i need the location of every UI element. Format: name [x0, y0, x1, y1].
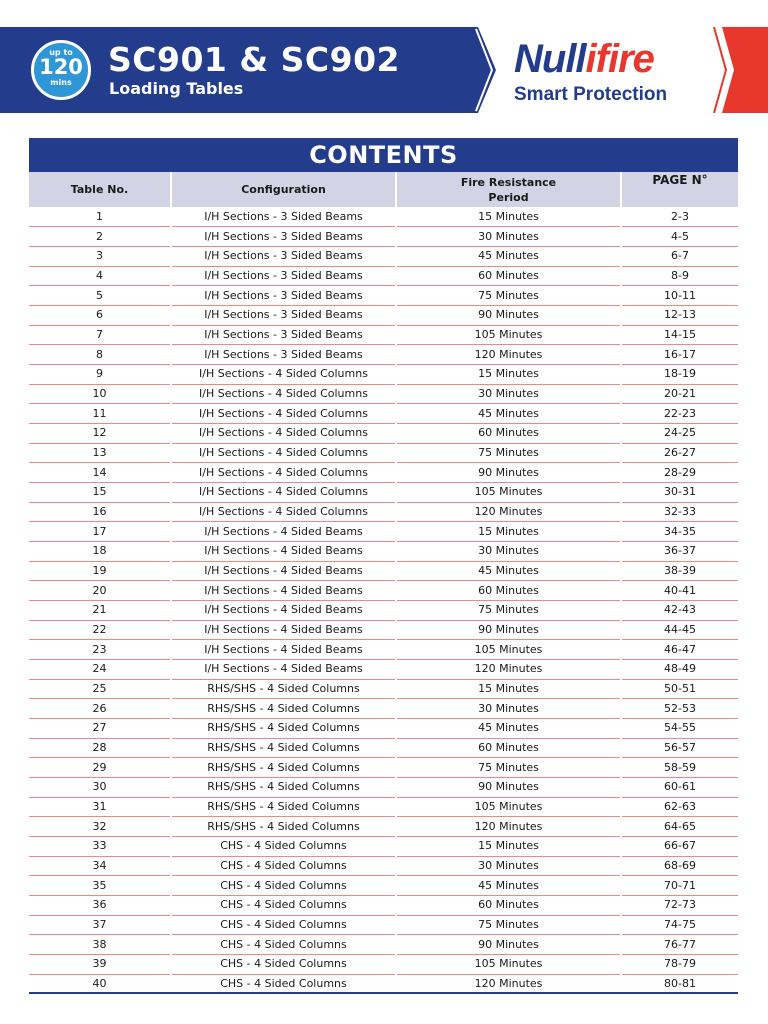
cell-configuration: I/H Sections - 4 Sided Columns — [171, 463, 396, 483]
cell-configuration: I/H Sections - 4 Sided Columns — [171, 482, 396, 502]
table-row — [29, 463, 738, 483]
cell-page: 68-69 — [621, 856, 738, 876]
column-header-fire-resistance: Fire Resistance Period — [396, 172, 621, 207]
cell-configuration: CHS - 4 Sided Columns — [171, 915, 396, 935]
table-row — [29, 817, 738, 837]
cell-page: 78-79 — [621, 955, 738, 975]
cell-fire-resistance: 120 Minutes — [396, 974, 621, 994]
cell-table-no: 16 — [29, 502, 171, 522]
cell-page: 26-27 — [621, 443, 738, 463]
cell-page: 80-81 — [621, 974, 738, 994]
cell-table-no: 33 — [29, 837, 171, 857]
bottom-rule — [29, 992, 738, 994]
cell-table-no: 12 — [29, 423, 171, 443]
cell-table-no: 17 — [29, 522, 171, 542]
cell-page: 56-57 — [621, 738, 738, 758]
cell-configuration: I/H Sections - 4 Sided Columns — [171, 384, 396, 404]
contents-heading: CONTENTS — [29, 138, 738, 172]
cell-configuration: RHS/SHS - 4 Sided Columns — [171, 777, 396, 797]
cell-fire-resistance: 120 Minutes — [396, 817, 621, 837]
table-row — [29, 679, 738, 699]
table-row — [29, 404, 738, 424]
cell-page: 14-15 — [621, 325, 738, 345]
cell-configuration: CHS - 4 Sided Columns — [171, 876, 396, 896]
cell-fire-resistance: 30 Minutes — [396, 384, 621, 404]
cell-page: 20-21 — [621, 384, 738, 404]
contents-table — [29, 172, 738, 994]
cell-fire-resistance: 60 Minutes — [396, 896, 621, 916]
cell-fire-resistance: 45 Minutes — [396, 561, 621, 581]
cell-page: 10-11 — [621, 286, 738, 306]
cell-table-no: 15 — [29, 482, 171, 502]
table-row — [29, 581, 738, 601]
cell-configuration: I/H Sections - 4 Sided Beams — [171, 561, 396, 581]
cell-fire-resistance: 60 Minutes — [396, 266, 621, 286]
table-row — [29, 482, 738, 502]
cell-page: 50-51 — [621, 679, 738, 699]
cell-configuration: I/H Sections - 4 Sided Beams — [171, 541, 396, 561]
cell-table-no: 5 — [29, 286, 171, 306]
cell-configuration: CHS - 4 Sided Columns — [171, 896, 396, 916]
cell-table-no: 31 — [29, 797, 171, 817]
cell-table-no: 6 — [29, 305, 171, 325]
cell-table-no: 22 — [29, 620, 171, 640]
cell-page: 48-49 — [621, 659, 738, 679]
cell-fire-resistance: 120 Minutes — [396, 659, 621, 679]
cell-page: 70-71 — [621, 876, 738, 896]
cell-table-no: 25 — [29, 679, 171, 699]
cell-table-no: 38 — [29, 935, 171, 955]
cell-configuration: I/H Sections - 3 Sided Beams — [171, 325, 396, 345]
cell-fire-resistance: 60 Minutes — [396, 581, 621, 601]
cell-configuration: I/H Sections - 3 Sided Beams — [171, 345, 396, 365]
table-row — [29, 620, 738, 640]
cell-configuration: I/H Sections - 4 Sided Columns — [171, 443, 396, 463]
table-row — [29, 738, 738, 758]
cell-table-no: 28 — [29, 738, 171, 758]
table-row — [29, 246, 738, 266]
cell-table-no: 4 — [29, 266, 171, 286]
cell-page: 6-7 — [621, 246, 738, 266]
table-row — [29, 777, 738, 797]
cell-fire-resistance: 90 Minutes — [396, 305, 621, 325]
cell-page: 74-75 — [621, 915, 738, 935]
table-row — [29, 758, 738, 778]
cell-page: 16-17 — [621, 345, 738, 365]
cell-fire-resistance: 105 Minutes — [396, 482, 621, 502]
table-row — [29, 955, 738, 975]
cell-table-no: 13 — [29, 443, 171, 463]
logo-text-prefix: Null — [514, 37, 586, 81]
table-row — [29, 699, 738, 719]
table-row — [29, 640, 738, 660]
cell-fire-resistance: 90 Minutes — [396, 777, 621, 797]
cell-configuration: CHS - 4 Sided Columns — [171, 955, 396, 975]
cell-page: 40-41 — [621, 581, 738, 601]
cell-configuration: CHS - 4 Sided Columns — [171, 935, 396, 955]
cell-table-no: 20 — [29, 581, 171, 601]
cell-page: 8-9 — [621, 266, 738, 286]
cell-page: 18-19 — [621, 364, 738, 384]
cell-fire-resistance: 90 Minutes — [396, 620, 621, 640]
cell-fire-resistance: 45 Minutes — [396, 718, 621, 738]
cell-fire-resistance: 120 Minutes — [396, 345, 621, 365]
cell-configuration: RHS/SHS - 4 Sided Columns — [171, 718, 396, 738]
cell-configuration: RHS/SHS - 4 Sided Columns — [171, 738, 396, 758]
chevron-divider-icon — [472, 27, 498, 113]
table-row — [29, 600, 738, 620]
cell-fire-resistance: 45 Minutes — [396, 404, 621, 424]
cell-page: 24-25 — [621, 423, 738, 443]
cell-fire-resistance: 15 Minutes — [396, 207, 621, 227]
cell-fire-resistance: 45 Minutes — [396, 246, 621, 266]
cell-configuration: I/H Sections - 4 Sided Columns — [171, 404, 396, 424]
table-row — [29, 561, 738, 581]
logo-text-suffix: ifire — [585, 37, 654, 81]
cell-fire-resistance: 105 Minutes — [396, 797, 621, 817]
cell-table-no: 37 — [29, 915, 171, 935]
cell-fire-resistance: 30 Minutes — [396, 699, 621, 719]
header-banner — [0, 27, 768, 113]
cell-fire-resistance: 15 Minutes — [396, 837, 621, 857]
duration-badge — [31, 40, 91, 100]
cell-table-no: 23 — [29, 640, 171, 660]
logo-tagline: Smart Protection — [514, 84, 668, 105]
cell-fire-resistance: 30 Minutes — [396, 541, 621, 561]
cell-page: 34-35 — [621, 522, 738, 542]
cell-fire-resistance: 120 Minutes — [396, 502, 621, 522]
cell-page: 22-23 — [621, 404, 738, 424]
cell-configuration: I/H Sections - 3 Sided Beams — [171, 266, 396, 286]
cell-table-no: 21 — [29, 600, 171, 620]
table-row — [29, 345, 738, 365]
cell-table-no: 35 — [29, 876, 171, 896]
cell-page: 12-13 — [621, 305, 738, 325]
cell-table-no: 26 — [29, 699, 171, 719]
cell-table-no: 14 — [29, 463, 171, 483]
cell-page: 66-67 — [621, 837, 738, 857]
table-row — [29, 266, 738, 286]
cell-fire-resistance: 75 Minutes — [396, 915, 621, 935]
cell-fire-resistance: 75 Minutes — [396, 443, 621, 463]
cell-fire-resistance: 45 Minutes — [396, 876, 621, 896]
cell-fire-resistance: 105 Minutes — [396, 955, 621, 975]
table-row — [29, 423, 738, 443]
cell-page: 44-45 — [621, 620, 738, 640]
cell-configuration: I/H Sections - 3 Sided Beams — [171, 227, 396, 247]
cell-fire-resistance: 15 Minutes — [396, 522, 621, 542]
cell-table-no: 3 — [29, 246, 171, 266]
cell-table-no: 40 — [29, 974, 171, 994]
table-row — [29, 659, 738, 679]
cell-page: 64-65 — [621, 817, 738, 837]
cell-configuration: RHS/SHS - 4 Sided Columns — [171, 817, 396, 837]
cell-configuration: I/H Sections - 4 Sided Beams — [171, 522, 396, 542]
table-row — [29, 305, 738, 325]
column-header-configuration: Configuration — [171, 172, 396, 207]
cell-page: 46-47 — [621, 640, 738, 660]
cell-configuration: CHS - 4 Sided Columns — [171, 856, 396, 876]
cell-page: 42-43 — [621, 600, 738, 620]
cell-page: 32-33 — [621, 502, 738, 522]
cell-fire-resistance: 75 Minutes — [396, 600, 621, 620]
cell-fire-resistance: 60 Minutes — [396, 423, 621, 443]
cell-configuration: I/H Sections - 4 Sided Columns — [171, 364, 396, 384]
cell-page: 4-5 — [621, 227, 738, 247]
document-subtitle: Loading Tables — [109, 79, 244, 98]
cell-table-no: 29 — [29, 758, 171, 778]
cell-page: 2-3 — [621, 207, 738, 227]
cell-configuration: I/H Sections - 4 Sided Beams — [171, 620, 396, 640]
cell-configuration: I/H Sections - 4 Sided Beams — [171, 581, 396, 601]
cell-page: 76-77 — [621, 935, 738, 955]
table-row — [29, 443, 738, 463]
cell-fire-resistance: 30 Minutes — [396, 227, 621, 247]
cell-page: 30-31 — [621, 482, 738, 502]
cell-table-no: 30 — [29, 777, 171, 797]
cell-fire-resistance: 90 Minutes — [396, 935, 621, 955]
table-row — [29, 207, 738, 227]
cell-table-no: 36 — [29, 896, 171, 916]
table-row — [29, 286, 738, 306]
cell-table-no: 1 — [29, 207, 171, 227]
table-row — [29, 856, 738, 876]
cell-page: 36-37 — [621, 541, 738, 561]
red-stripes-graphic — [712, 27, 768, 113]
cell-configuration: CHS - 4 Sided Columns — [171, 837, 396, 857]
table-header-row — [29, 172, 738, 207]
cell-page: 38-39 — [621, 561, 738, 581]
table-row — [29, 227, 738, 247]
cell-page: 62-63 — [621, 797, 738, 817]
cell-fire-resistance: 75 Minutes — [396, 758, 621, 778]
cell-fire-resistance: 60 Minutes — [396, 738, 621, 758]
cell-page: 72-73 — [621, 896, 738, 916]
table-row — [29, 718, 738, 738]
cell-fire-resistance: 75 Minutes — [396, 286, 621, 306]
cell-table-no: 7 — [29, 325, 171, 345]
cell-configuration: RHS/SHS - 4 Sided Columns — [171, 758, 396, 778]
cell-configuration: I/H Sections - 4 Sided Columns — [171, 502, 396, 522]
table-row — [29, 384, 738, 404]
cell-fire-resistance: 105 Minutes — [396, 325, 621, 345]
table-row — [29, 935, 738, 955]
cell-table-no: 18 — [29, 541, 171, 561]
table-row — [29, 896, 738, 916]
cell-configuration: RHS/SHS - 4 Sided Columns — [171, 699, 396, 719]
cell-page: 60-61 — [621, 777, 738, 797]
table-row — [29, 541, 738, 561]
cell-configuration: CHS - 4 Sided Columns — [171, 974, 396, 994]
cell-table-no: 19 — [29, 561, 171, 581]
cell-configuration: RHS/SHS - 4 Sided Columns — [171, 679, 396, 699]
table-row — [29, 325, 738, 345]
cell-configuration: I/H Sections - 4 Sided Beams — [171, 659, 396, 679]
table-row — [29, 837, 738, 857]
document-title: SC901 & SC902 — [108, 40, 400, 79]
cell-fire-resistance: 15 Minutes — [396, 679, 621, 699]
cell-table-no: 39 — [29, 955, 171, 975]
nullifire-logo — [514, 35, 704, 85]
cell-table-no: 27 — [29, 718, 171, 738]
cell-table-no: 32 — [29, 817, 171, 837]
cell-table-no: 11 — [29, 404, 171, 424]
cell-configuration: I/H Sections - 3 Sided Beams — [171, 305, 396, 325]
cell-fire-resistance: 105 Minutes — [396, 640, 621, 660]
cell-configuration: I/H Sections - 3 Sided Beams — [171, 286, 396, 306]
table-row — [29, 915, 738, 935]
table-row — [29, 522, 738, 542]
table-row — [29, 797, 738, 817]
cell-page: 54-55 — [621, 718, 738, 738]
table-row — [29, 876, 738, 896]
cell-configuration: I/H Sections - 4 Sided Beams — [171, 600, 396, 620]
cell-configuration: I/H Sections - 3 Sided Beams — [171, 207, 396, 227]
cell-page: 28-29 — [621, 463, 738, 483]
cell-table-no: 24 — [29, 659, 171, 679]
cell-table-no: 2 — [29, 227, 171, 247]
cell-fire-resistance: 30 Minutes — [396, 856, 621, 876]
cell-page: 52-53 — [621, 699, 738, 719]
table-row — [29, 502, 738, 522]
cell-configuration: I/H Sections - 4 Sided Columns — [171, 423, 396, 443]
cell-table-no: 34 — [29, 856, 171, 876]
cell-page: 58-59 — [621, 758, 738, 778]
badge-unit: mins — [50, 78, 72, 87]
badge-number: 120 — [39, 55, 83, 79]
cell-table-no: 8 — [29, 345, 171, 365]
cell-configuration: I/H Sections - 3 Sided Beams — [171, 246, 396, 266]
column-header-page: PAGE N° — [621, 172, 738, 207]
cell-fire-resistance: 15 Minutes — [396, 364, 621, 384]
cell-fire-resistance: 90 Minutes — [396, 463, 621, 483]
table-row — [29, 974, 738, 994]
column-header-table-no: Table No. — [29, 172, 171, 207]
cell-configuration: RHS/SHS - 4 Sided Columns — [171, 797, 396, 817]
badge-up-to: up to — [49, 48, 73, 57]
cell-table-no: 9 — [29, 364, 171, 384]
table-row — [29, 364, 738, 384]
cell-configuration: I/H Sections - 4 Sided Beams — [171, 640, 396, 660]
cell-table-no: 10 — [29, 384, 171, 404]
